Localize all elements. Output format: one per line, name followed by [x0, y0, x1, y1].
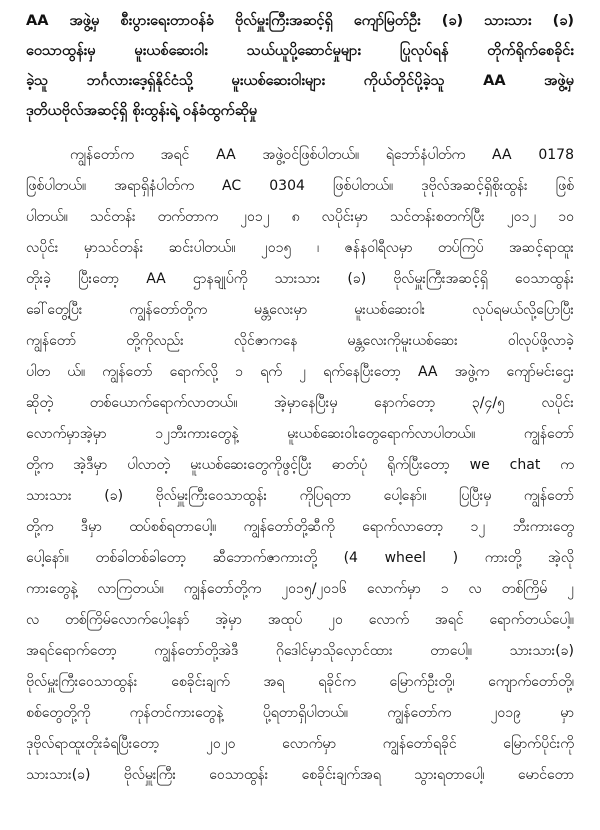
document-title [26, 6, 574, 126]
title-line: AA အဖွဲ့မှ စီးပွားရေးတာဝန်ခံ ဗိုလ်မှူးကြီးအဆင့်ရှိ ကျော်မြတ်ဦး (ခ) သားသား (ခ) [26, 13, 574, 29]
body-line: တို့က ဒီမှာ ထပ်စစ်ရတာပေါ့။ ကျွန်တော်တို့ဆီကို ရောက်လာတော့ ၁၂ ဘီးကားတွေ [26, 519, 574, 535]
body-line: ကျွန်တော် တို့ကိုလည်း လိုင်ဇာကနေ မန္တလေးကိုမူးယစ်ဆေး ဝါလုပ်ဖို့လာခဲ့ [26, 333, 574, 349]
body-line: ပေါ့နော်။ တစ်ခါတစ်ခါတော့ ဆီဘောက်ဇာကားတို့ (4 wheel ) ကားတို့ အဲ့လို [26, 550, 574, 566]
body-line: တို့က အဲ့ဒီမှာ ပါလာတဲ့ မူးယစ်ဆေးတွေကိုဖွင့်ပြီး ဓာတ်ပုံ ရိုက်ပြီးတော့ we chat က [26, 457, 574, 473]
body-line: ပါတယ်။ သင်တန်း တက်တာက ၂၀၁၂ ၈ လပိုင်းမှာ သင်တန်းစတက်ပြီး ၂၀၁၂ ၁၀ [26, 209, 574, 225]
body-line: လောက်မှာအဲ့မှာ ၁၂ဘီးကားတွေနဲ့ မူးယစ်ဆေးဝါးတွေရောက်လာပါတယ်။ ကျွန်တော် [26, 426, 574, 442]
body-line: ပါတ ယ်။ ကျွန်တော် ရောက်လို့ ၁ ရက် ၂ ရက်နေပြီးတော့ AA အဖွဲ့က ကျော်မင်းဌေး [26, 364, 574, 380]
body-line: အရင်ရောက်တော့ ကျွန်တော်တို့အဲဒီ ဂိုဒေါင်မှာသိုလှောင်ထား တာပေါ့။ သားသား(ခ) [26, 643, 574, 659]
body-line: ဖြစ်ပါတယ်။ အရာရှိနံပါတ်က AC 0304 ဖြစ်ပါတယ်။ ဒုဗိုလ်အဆင့်ရှိစိုးထွန်း ဖြစ် [26, 178, 574, 194]
body-line: လ တစ်ကြိမ်လောက်ပေါ့နော် အဲ့မှာ အထုပ် ၂၀ လောက် အရင် ရောက်တယ်ပေါ့။ [26, 612, 574, 628]
body-line: ကျွန်တော်က အရင် AA အဖွဲ့ဝင်ဖြစ်ပါတယ်။ ရဲဘော်နံပါတ်က AA 0178 [70, 147, 574, 163]
body-line: ဒုဗိုလ်ရာထူးတိုးခံရပြီးတော့ ၂၀၂၀ လောက်မှာ ကျွန်တော်ရခိုင် မြောက်ပိုင်းကို [26, 736, 574, 752]
body-line: သားသား(ခ) ဗိုလ်မှူးကြီး ဝေသာထွန်း စေခိုင်းချက်အရ သွားရတာပေါ့၊ မောင်တော [26, 767, 574, 783]
body-line: သားသား (ခ) ဗိုလ်မှူးကြီးဝေသာထွန်း ကိုပြရတာ ပေါ့နော်။ ပြပြီးမှ ကျွန်တော် [26, 488, 574, 504]
body-line: ဆိုတဲ့ တစ်ယောက်ရောက်လာတယ်။ အဲ့မှာနေပြီးမှ နောက်တော့ ၃/၄/၅ လပိုင်း [26, 395, 574, 411]
title-line: ဝေသာထွန်းမှ မူးယစ်ဆေးဝါး သယ်ယူပို့ဆောင်မှုများ ပြုလုပ်ရန် တိုက်ရိုက်စေခိုင်း [26, 43, 574, 59]
body-line: စစ်တွေတို့ကို ကုန်တင်ကားတွေနဲ့ ပို့ရတာရှိပါတယ်။ ကျွန်တော်က ၂၀၁၉ မှာ [26, 705, 574, 721]
body-line: ဗိုလ်မှူးကြီးဝေသာထွန်း စေခိုင်းချက် အရ ရခိုင်က မြောက်ဦးတို့၊ ကျောက်တော်တို့၊ [26, 674, 574, 690]
body-line: ကားတွေနဲ့ လာကြတယ်။ ကျွန်တော်တို့က ၂၀၁၅/၂၀၁၆ လောက်မှာ ၁ လ တစ်ကြိမ် ၂ [26, 581, 574, 597]
body-line: လပိုင်း မှာသင်တန်း ဆင်းပါတယ်။ ၂၀၁၅ ၊ ဇန်နဝါရီလမှာ တပ်ကြပ် အဆင့်ရာထူး [26, 240, 574, 256]
title-line: ဒုတိယဗိုလ်အဆင့်ရှိ စိုးထွန်းရဲ့ ဝန်ခံထွက်ဆိုမှု [26, 103, 258, 119]
document-body [26, 140, 574, 791]
title-line: ခဲ့သူ ဘင်္ဂလားဒေ့ရှ်နိုင်ငံသို့ မူးယစ်ဆေးဝါးများ ကိုယ်တိုင်ပို့ခဲ့သူ AA အဖွဲ့မှ [26, 73, 574, 89]
body-line: ခေါ်တွေ့ပြီး ကျွန်တော်တို့က မန္တလေးမှာ မူးယစ်ဆေးဝါး လုပ်ရမယ်လို့ပြောပြီး [26, 302, 574, 318]
body-line: တိုးခဲ့ ပြီးတော့ AA ဌာနချုပ်ကို သားသား (ခ) ဗိုလ်မှူးကြီးအဆင့်ရှိ ဝေသာထွန်း [26, 271, 574, 287]
